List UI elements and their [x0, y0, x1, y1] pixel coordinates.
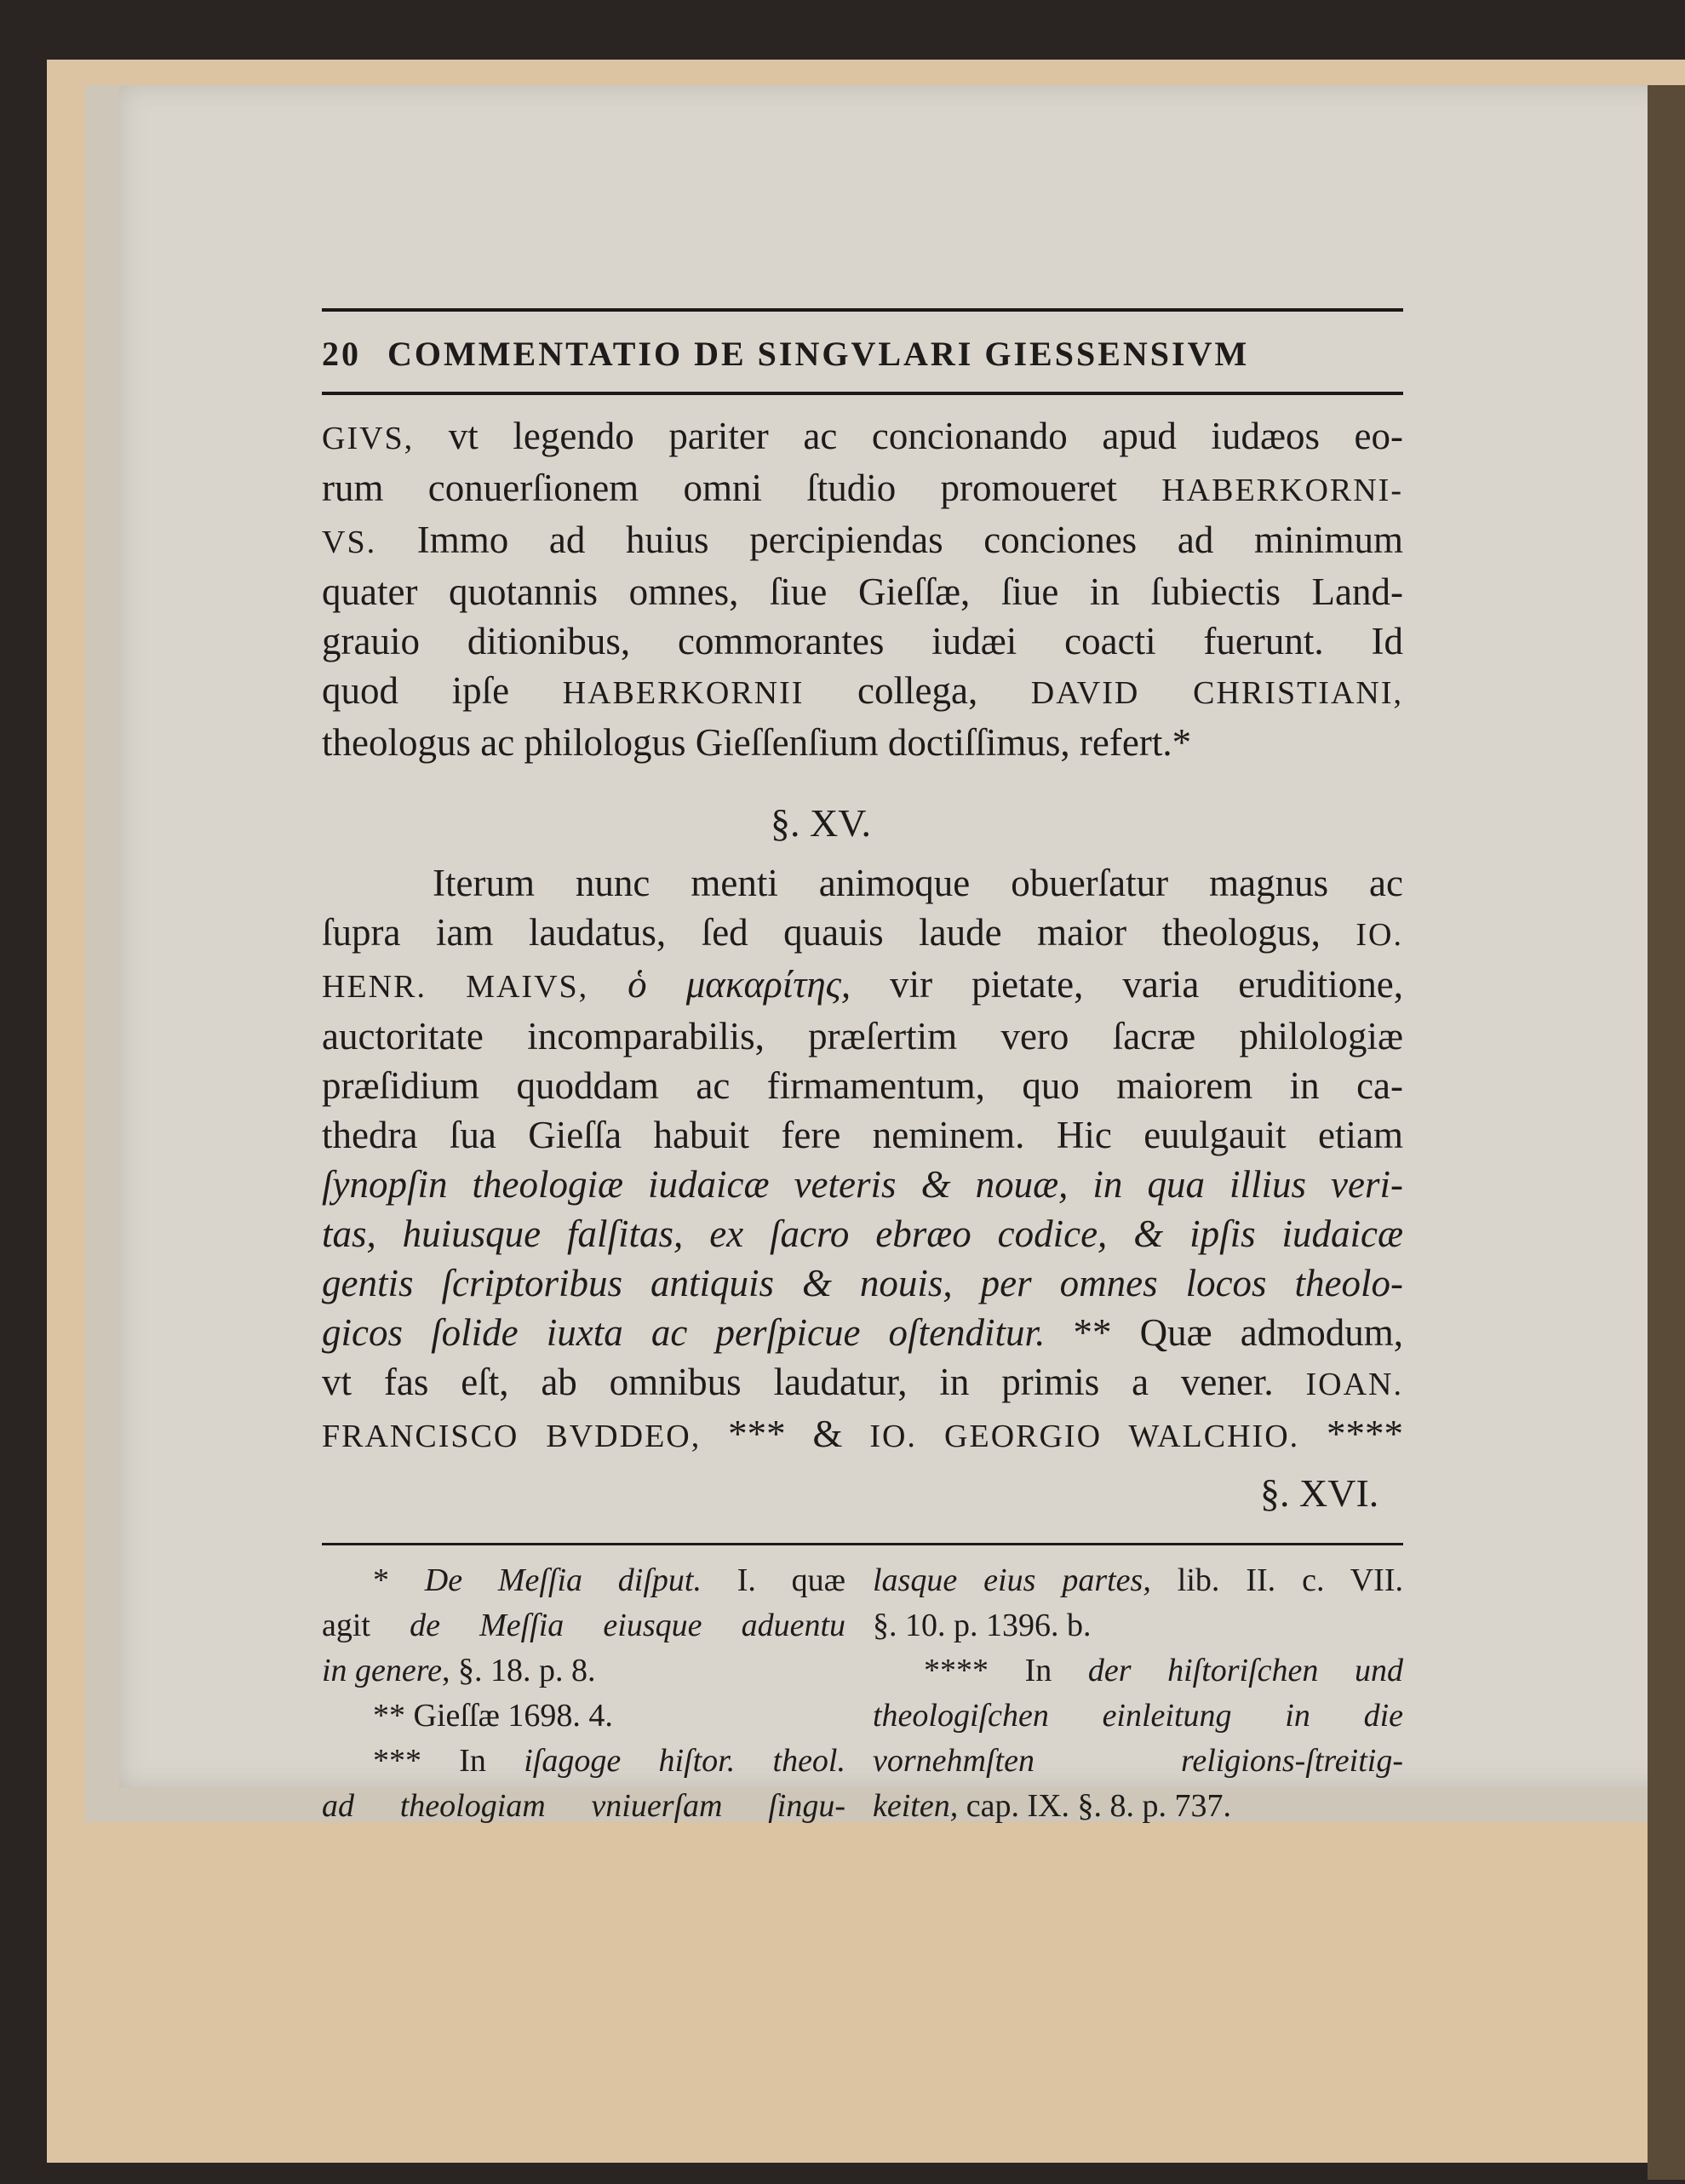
line: tas, huiusque falſitas, ex ſacro ebræo codice, & ipſis iudaicæ: [322, 1212, 1403, 1255]
text-run: iſagoge hiſtor. theol.: [524, 1743, 845, 1779]
section-heading-xv: §. XV.: [771, 801, 872, 845]
text-run: agit: [322, 1608, 410, 1643]
text-run: lib. II. c. VII.: [1150, 1562, 1403, 1598]
footnote-line: [873, 1558, 1403, 1603]
text-run: vir pietate, varia eruditione,: [851, 963, 1403, 1006]
text-run: in genere: [322, 1653, 443, 1688]
small-caps-name: HENR. MAIVS,: [322, 969, 589, 1005]
footnote-line: ad theologiam vniuerſam ſingu-: [322, 1788, 845, 1824]
small-caps-name: DAVID CHRISTIANI,: [1030, 675, 1403, 711]
text-run: ** Quæ admodum,: [1045, 1311, 1403, 1354]
header-top-rule: [322, 308, 1403, 312]
small-caps-name: VS.: [322, 525, 377, 560]
text-run: *: [373, 1562, 425, 1598]
line: [322, 515, 1403, 567]
text-run: gicos ſolide iuxta ac perſpicue oſtenditur.: [322, 1311, 1046, 1354]
text-run: *** &: [701, 1413, 870, 1455]
text-run: rum conuerſionem omni ſtudio promoueret: [322, 467, 1162, 509]
small-caps-name: FRANCISCO BVDDEO,: [322, 1419, 702, 1454]
line: grauio ditionibus, commorantes iudæi coacti fuerunt. Id: [322, 620, 1403, 662]
footnote-line: [322, 1603, 845, 1648]
small-caps-name: IOAN.: [1305, 1367, 1403, 1402]
text-run: vt fas eſt, ab omnibus laudatur, in primis a vener.: [322, 1361, 1306, 1403]
text-run: lasque eius partes,: [873, 1562, 1151, 1598]
text-run: collega,: [804, 669, 1031, 712]
line: ſynopſin theologiæ iudaicæ veteris & nouæ, in qua illius veri-: [322, 1163, 1403, 1206]
paragraph-1: [322, 411, 1403, 767]
small-caps-name: HABERKORNII: [562, 675, 805, 711]
text-run: keiten,: [873, 1788, 959, 1824]
footnotes-left-column: [322, 1558, 845, 1829]
line: thedra ſua Gieſſa habuit fere neminem. Hic euulgauit etiam: [322, 1114, 1403, 1156]
text-run: vt legendo pariter ac concionando apud iudæos eo-: [414, 415, 1403, 457]
line: quater quotannis omnes, ſiue Gieſſæ, ſiue in ſubiectis Land-: [322, 570, 1403, 613]
running-title: COMMENTATIO DE SINGVLARI GIESSENSIVM: [387, 335, 1250, 373]
line: [322, 463, 1403, 515]
text-run: I. quæ: [701, 1562, 845, 1598]
line: theologus ac philologus Gieſſenſium doctiſſimus, refert.*: [322, 721, 1192, 764]
text-run: der hiſtoriſchen und: [1087, 1653, 1403, 1688]
text-run: ſupra iam laudatus, ſed quauis laude maior theologus,: [322, 911, 1356, 954]
line: auctoritate incomparabilis, præſertim vero ſacræ philologiæ: [322, 1015, 1403, 1058]
footnote-line: [873, 1648, 1403, 1694]
line: [322, 1308, 1403, 1357]
text-run: ****: [1299, 1413, 1403, 1455]
line: [322, 1409, 1403, 1461]
footnote-line: §. 10. p. 1396. b.: [873, 1608, 1092, 1643]
small-caps-name: IO.: [1355, 917, 1403, 953]
greek-phrase: ὁ μακαρίτης,: [588, 963, 851, 1006]
footnotes-right-column: [873, 1558, 1403, 1829]
footnote-line: [322, 1558, 845, 1603]
catchword: §. XVI.: [1260, 1471, 1379, 1515]
line: [322, 666, 1403, 718]
footnote-line: theologiſchen einleitung in die: [873, 1698, 1403, 1734]
line: [322, 960, 1403, 1012]
small-caps-name: GIVS,: [322, 421, 415, 456]
line: [322, 1357, 1403, 1409]
small-caps-name: HABERKORNI-: [1161, 473, 1403, 508]
footnote-line: vornehmſten religions-ſtreitig-: [873, 1743, 1403, 1779]
footnote-line: [873, 1784, 1403, 1829]
footnote-line: [322, 1739, 845, 1784]
text-run: Immo ad huius percipiendas conciones ad minimum: [376, 519, 1403, 561]
small-caps-name: IO. GEORGIO WALCHIO.: [869, 1419, 1300, 1454]
book-spine-edge: [1648, 85, 1685, 2180]
running-head: [322, 334, 1403, 374]
text-run: **** In: [924, 1653, 1088, 1688]
line: [322, 411, 1403, 463]
line: [322, 908, 1403, 960]
text-run: cap. IX. §. 8. p. 737.: [958, 1788, 1232, 1824]
text-run: De Meſſia diſput.: [424, 1562, 702, 1598]
footnote-line: ** Gieſſæ 1698. 4.: [373, 1698, 613, 1734]
text-run: quod ipſe: [322, 669, 563, 712]
paragraph-2: [322, 858, 1403, 1461]
line: præſidium quoddam ac firmamentum, quo maiorem in ca-: [322, 1064, 1403, 1107]
footnote-line: [322, 1648, 845, 1694]
line: gentis ſcriptoribus antiquis & nouis, per omnes locos theolo-: [322, 1262, 1403, 1304]
text-run: *** In: [373, 1743, 524, 1779]
page-number: 20: [322, 335, 361, 373]
footnote-rule: [322, 1543, 1403, 1545]
text-run: , §. 18. p. 8.: [442, 1653, 596, 1688]
text-run: de Meſſia eiusque aduentu: [410, 1608, 846, 1643]
header-bottom-rule: [322, 392, 1403, 395]
line: Iterum nunc menti animoque obuerſatur magnus ac: [433, 862, 1403, 904]
